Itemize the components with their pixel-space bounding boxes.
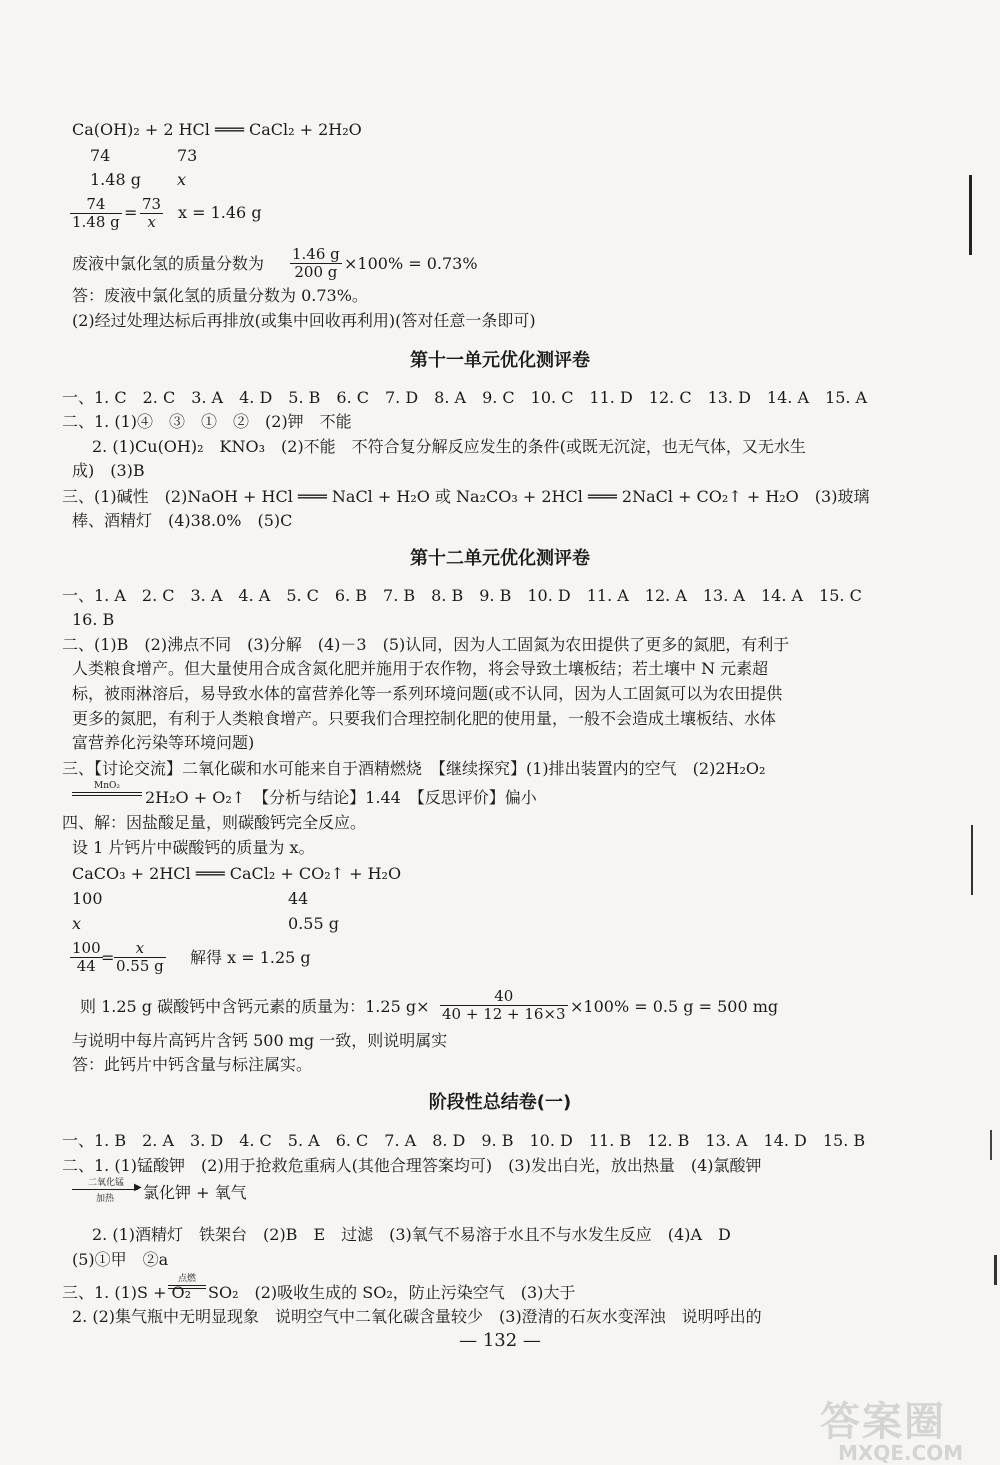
mass-ratio-100: 100 — [72, 889, 103, 908]
fraction-numerator: x — [114, 940, 166, 958]
condition-bar — [72, 1189, 138, 1190]
condition-bar — [168, 1288, 206, 1289]
unit12-choice-answers-cont: 16. B — [72, 610, 115, 629]
summary-experiment-a: 三、1. (1)S + O₂ — [62, 1283, 192, 1302]
fraction-numerator: 40 — [440, 988, 568, 1006]
scan-mark-2 — [971, 825, 973, 895]
unit11-experiment: 三、(1)碱性 (2)NaOH + HCl ═══ NaCl + H₂O 或 Na₂CO₃ + 2HCl ═══ 2NaCl + CO₂↑ + H₂O (3)玻璃 — [62, 487, 870, 506]
arrow-right-icon: ▶ — [134, 1182, 142, 1193]
scan-mark-1 — [969, 175, 972, 255]
fraction-100-over-44 — [70, 940, 103, 975]
mass-ratio-73: 73 — [177, 146, 198, 165]
mass-ratio-44: 44 — [288, 889, 309, 908]
fraction-calcium-ratio — [440, 988, 568, 1023]
unit11-choice-answers: 一、1. C 2. C 3. A 4. D 5. B 6. C 7. D 8. A 9. C 10. C 11. D 12. C 13. D 14. A 15. A — [62, 388, 868, 407]
unit12-fill-2: 人类粮食增产。但大量使用合成含氮化肥并施用于农作物，将会导致土壤板结；若土壤中 N 元素超 — [72, 659, 769, 678]
fraction-denominator: 0.55 g — [116, 957, 164, 975]
unit12-conclusion-1: 与说明中每片高钙片含钙 500 mg 一致，则说明属实 — [72, 1031, 448, 1050]
unit11-fill-2: 2. (1)Cu(OH)₂ KNO₃ (2)不能 不符合复分解反应发生的条件(或既无沉淀，也无气体，又无水生 — [92, 437, 806, 456]
summary-experiment-b: SO₂ (2)吸收生成的 SO₂，防止污染空气 (3)大于 — [208, 1283, 576, 1302]
summary-experiment-2: 2. (2)集气瓶中无明显现象 说明空气中二氧化碳含量较少 (3)澄清的石灰水变浑浊 说明呼出的 — [72, 1307, 762, 1326]
unit12-fill-4: 更多的氮肥，有利于人类粮食增产。只要我们合理控制化肥的使用量，一般不会造成土壤板结、水体 — [72, 709, 777, 728]
equals-sign: = — [101, 948, 115, 967]
fraction-denominator: x — [147, 213, 156, 231]
condition-label: 点燃 — [177, 1274, 196, 1284]
condition-bar — [72, 792, 142, 793]
reaction-condition-mno2 — [72, 781, 142, 791]
equation-caoh2-hcl: Ca(OH)₂ + 2 HCl ═══ CaCl₂ + 2H₂O — [72, 120, 362, 139]
watermark-text: 答案圈 — [820, 1399, 946, 1445]
unit12-conclusion-2: 答：此钙片中钙含量与标注属实。 — [72, 1055, 313, 1074]
mass-value-055: 0.55 g — [288, 914, 339, 933]
unit12-fill-5: 富营养化污染等环境问题) — [72, 733, 255, 752]
condition-label: 二氧化锰 — [87, 1178, 124, 1188]
fraction-x-over-055 — [114, 940, 166, 975]
fraction-numerator: 1.46 g — [292, 245, 340, 263]
fraction-146-over-200 — [290, 246, 342, 281]
unit11-fill-2-cont: 成) (3)B — [72, 461, 145, 480]
reaction-condition-mno2-heat — [72, 1178, 142, 1204]
fraction-denominator: 40 + 12 + 16×3 — [442, 1005, 566, 1023]
unit12-fill-3: 标，被雨淋溶后，易导致水体的富营养化等一系列环境问题(或不认同，因为人工固氮可以为农田提供 — [72, 684, 783, 703]
page-number: — 132 — — [459, 1330, 541, 1351]
scan-mark-3 — [990, 1130, 992, 1160]
unit12-calc-intro: 四、解：因盐酸足量，则碳酸钙完全反应。 — [62, 813, 367, 832]
unknown-x: x — [72, 914, 82, 933]
mass-ratio-74: 74 — [90, 146, 111, 165]
unit11-experiment-cont: 棒、酒精灯 (4)38.0% (5)C — [72, 511, 293, 530]
summary-fill-1-cont: 氯化钾 + 氧气 — [143, 1183, 247, 1202]
unit11-fill-1: 二、1. (1)④ ③ ① ② (2)钾 不能 — [62, 412, 352, 431]
unit12-choice-answers: 一、1. A 2. C 3. A 4. A 5. C 6. B 7. B 8. B 9. B 10. D 11. A 12. A 13. A 14. A 15. C — [62, 586, 862, 605]
condition-label: 加热 — [95, 1194, 114, 1204]
unknown-x: x — [177, 170, 187, 189]
unit12-experiment: 三、【讨论交流】二氧化碳和水可能来自于酒精燃烧 【继续探究】(1)排出装置内的空气 (2)2H₂O₂ — [62, 759, 766, 778]
answer-part-2: (2)经过处理达标后再排放(或集中回收再利用)(答对任意一条即可) — [72, 311, 536, 330]
equation-caco3-hcl: CaCO₃ + 2HCl ═══ CaCl₂ + CO₂↑ + H₂O — [72, 864, 402, 883]
reaction-condition-ignite — [168, 1274, 206, 1284]
condition-bar — [168, 1285, 206, 1286]
watermark-url: MXQE.COM — [838, 1441, 964, 1465]
fraction-denominator: 44 — [76, 957, 96, 975]
fraction-numerator: 100 — [72, 939, 101, 957]
fraction-74-over-148 — [70, 196, 122, 231]
mass-value-148: 1.48 g — [90, 170, 141, 189]
mass-fraction-text: 废液中氯化氢的质量分数为 — [72, 254, 265, 273]
calcium-mass-text: 则 1.25 g 碳酸钙中含钙元素的质量为：1.25 g× — [80, 997, 430, 1016]
answer-line: 答：废液中氯化氢的质量分数为 0.73%。 — [72, 286, 368, 305]
condition-bar — [72, 795, 142, 796]
result-x-146: x = 1.46 g — [178, 203, 262, 222]
section-title-stage-summary: 阶段性总结卷(一) — [428, 1092, 572, 1113]
fraction-denominator: 200 g — [294, 263, 338, 281]
fraction-numerator: 73 — [142, 195, 162, 213]
fraction-73-over-x — [140, 196, 163, 231]
summary-fill-1: 二、1. (1)锰酸钾 (2)用于抢救危重病人(其他合理答案均可) (3)发出白光，放出热量 (4)氯酸钾 — [62, 1156, 762, 1175]
summary-choice-answers: 一、1. B 2. A 3. D 4. C 5. A 6. C 7. A 8. D 9. B 10. D 11. B 12. B 13. A 14. D 15. B — [62, 1131, 866, 1150]
section-title-unit-11: 第十一单元优化测评卷 — [410, 350, 590, 371]
unit12-experiment-cont: 2H₂O + O₂↑ 【分析与结论】1.44 【反思评价】偏小 — [145, 788, 537, 807]
result-x-125: 解得 x = 1.25 g — [190, 948, 311, 967]
scan-mark-4 — [994, 1255, 997, 1285]
summary-fill-2-cont: (5)①甲 ②a — [72, 1250, 169, 1269]
fraction-denominator: 1.48 g — [72, 213, 120, 231]
watermark-logo — [820, 1390, 963, 1465]
mass-fraction-result: ×100% = 0.73% — [344, 254, 478, 273]
equals-sign: = — [124, 203, 138, 222]
unit12-fill-1: 二、(1)B (2)沸点不同 (3)分解 (4)－3 (5)认同，因为人工固氮为农田提供了更多的氮肥，有利于 — [62, 635, 790, 654]
section-title-unit-12: 第十二单元优化测评卷 — [410, 548, 590, 569]
calcium-mass-result: ×100% = 0.5 g = 500 mg — [570, 997, 779, 1016]
condition-label: MnO₂ — [94, 781, 120, 791]
summary-fill-2: 2. (1)酒精灯 铁架台 (2)B E 过滤 (3)氧气不易溶于水且不与水发生反应 (4)A D — [92, 1225, 731, 1244]
fraction-numerator: 74 — [70, 196, 122, 214]
unit12-calc-assume: 设 1 片钙片中碳酸钙的质量为 x。 — [72, 838, 315, 857]
